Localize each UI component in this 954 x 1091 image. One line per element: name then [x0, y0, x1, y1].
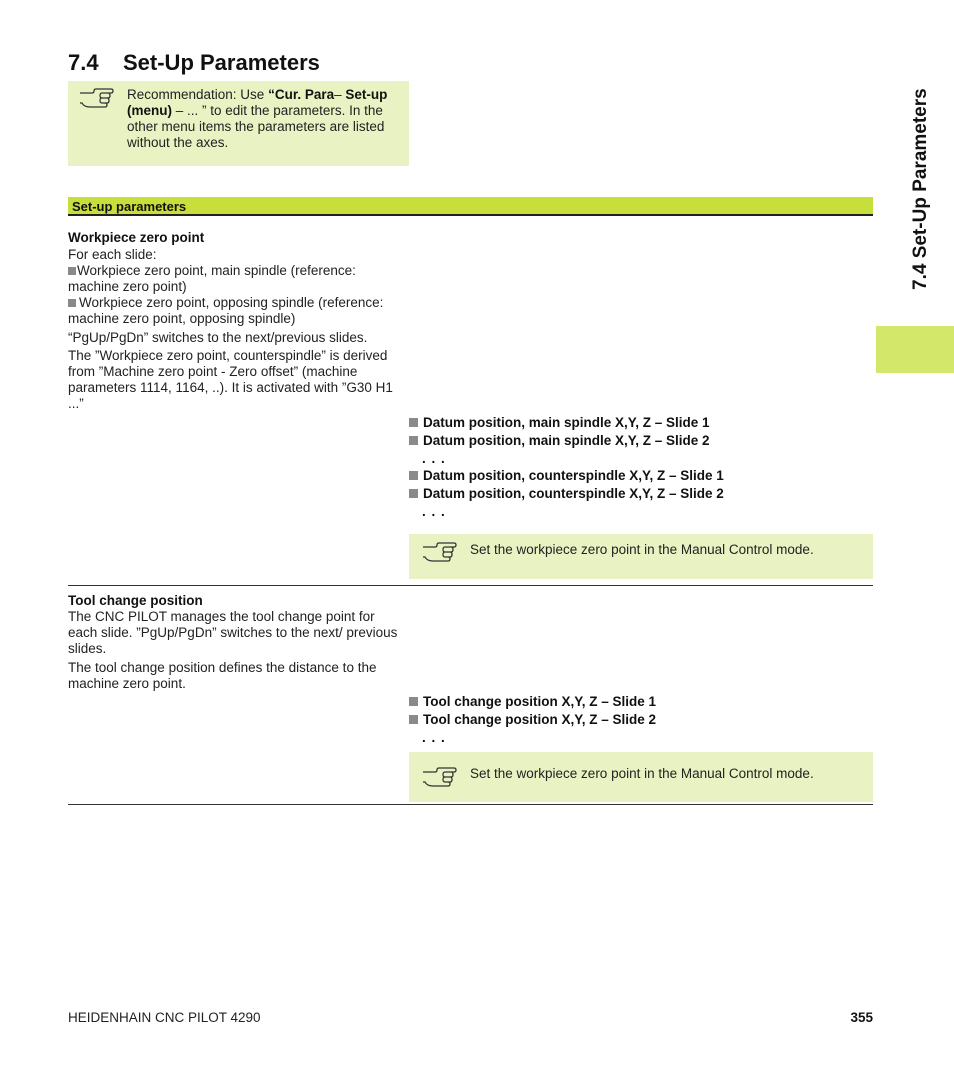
- workpiece-heading: Workpiece zero point: [68, 230, 205, 245]
- side-title-label: 7.4 Set-Up Parameters: [910, 88, 931, 290]
- toolchange-note-box: [409, 752, 873, 802]
- bullet-square-icon: [409, 418, 418, 427]
- pointing-hand-icon: [421, 541, 457, 563]
- workpiece-line-intro: For each slide:: [68, 247, 157, 262]
- ellipsis: . . .: [422, 504, 446, 519]
- list-item: Datum position, main spindle X,Y, Z – Slide 1: [409, 415, 710, 430]
- section-number: 7.4: [68, 50, 99, 75]
- workpiece-line-main: Workpiece zero point, main spindle (reference: machine zero point): [68, 263, 356, 294]
- side-tab-marker: [876, 326, 954, 373]
- bullet-square-icon: [409, 489, 418, 498]
- recommendation-text: Recommendation: Use “Cur. Para– Set-up (menu) – ... ” to edit the parameters. In the other menu items the parameters are listed without the axes.: [127, 87, 388, 150]
- toolchange-line-distance: The tool change position defines the distance to the machine zero point.: [68, 660, 377, 691]
- list-item: Datum position, counterspindle X,Y, Z – Slide 2: [409, 486, 724, 501]
- workpiece-line-opposing: Workpiece zero point, opposing spindle (reference: machine zero point, opposing spindle): [68, 295, 384, 326]
- list-item: Datum position, counterspindle X,Y, Z – Slide 1: [409, 468, 724, 483]
- workpiece-note-box: [409, 534, 873, 579]
- list-item: Tool change position X,Y, Z – Slide 1: [409, 694, 656, 709]
- bullet-square-icon: [409, 715, 418, 724]
- bullet-square-icon: [68, 299, 76, 307]
- ellipsis: . . .: [422, 451, 446, 466]
- divider: [68, 585, 873, 586]
- recommendation-box: [68, 81, 409, 166]
- bullet-square-icon: [409, 697, 418, 706]
- toolchange-heading: Tool change position: [68, 593, 203, 608]
- pointing-hand-icon: [421, 766, 457, 788]
- workpiece-line-pgup: “PgUp/PgDn” switches to the next/previous slides.: [68, 330, 368, 345]
- toolchange-line-manages: The CNC PILOT manages the tool change point for each slide. ”PgUp/PgDn” switches to the next/ previous slides.: [68, 609, 398, 656]
- bullet-square-icon: [409, 471, 418, 480]
- page-number: 355: [850, 1010, 873, 1025]
- divider: [68, 804, 873, 805]
- footer-product: HEIDENHAIN CNC PILOT 4290: [68, 1010, 261, 1025]
- list-item: Datum position, main spindle X,Y, Z – Slide 2: [409, 433, 710, 448]
- toolchange-note-text: Set the workpiece zero point in the Manual Control mode.: [470, 766, 814, 781]
- pointing-hand-icon: [78, 87, 114, 109]
- ellipsis: . . .: [422, 730, 446, 745]
- section-bar-label: Set-up parameters: [72, 199, 187, 214]
- bullet-square-icon: [68, 267, 76, 275]
- section-bar: [68, 197, 873, 216]
- list-item: Tool change position X,Y, Z – Slide 2: [409, 712, 656, 727]
- workpiece-note-text: Set the workpiece zero point in the Manual Control mode.: [470, 542, 814, 557]
- workpiece-line-derived: The ”Workpiece zero point, counterspindle” is derived from ”Machine zero point - Zero offset” (machine parameters 1114, 1164, ..). It is activated with ”G30 H1 ...”: [68, 348, 393, 411]
- page-title: [68, 50, 320, 76]
- section-title: Set-Up Parameters: [123, 50, 320, 75]
- bullet-square-icon: [409, 436, 418, 445]
